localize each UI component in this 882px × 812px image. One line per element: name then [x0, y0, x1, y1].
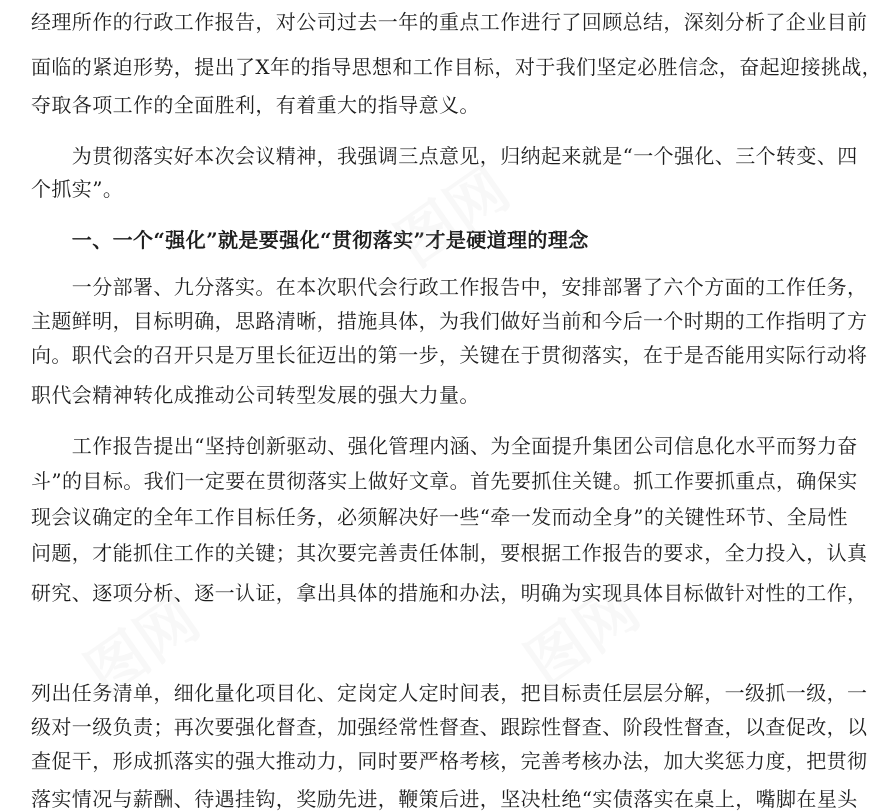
paragraph-line: 落实情况与薪酬、待遇挂钩，奖励先进，鞭策后进，坚决杜绝“实债落实在桌上，嘴脚在星头	[31, 787, 858, 811]
paragraph-line: 个抓实”。	[31, 177, 124, 201]
paragraph-line: 斗”的目标。我们一定要在贯彻落实上做好文章。首先要抓住关键。抓工作要抓重点，确保实	[31, 469, 858, 493]
watermark-logo: 图网	[513, 574, 653, 701]
paragraph-line: 现会议确定的全年工作目标任务，必须解决好一些“牵一发而动全身”的关键性环节、全局性	[31, 505, 848, 529]
paragraph-line: 主题鲜明，目标明确，思路清晰，措施具体，为我们做好当前和今后一个时期的工作指明了方	[31, 309, 868, 333]
paragraph-line: 问题，才能抓住工作的关键；其次要完善责任体制，要根据工作报告的要求，全力投入，认真	[31, 541, 868, 565]
paragraph-line: 工作报告提出“坚持创新驱动、强化管理内涵、为全面提升集团公司信息化水平而努力奋	[31, 434, 858, 458]
watermark-logo: 图网	[383, 154, 523, 281]
paragraph-line: 夺取各项工作的全面胜利，有着重大的指导意义。	[31, 93, 480, 117]
watermark-logo: 图网	[73, 584, 213, 711]
section-heading: 一、一个“强化”就是要强化“贯彻落实”才是硬道理的理念	[31, 228, 589, 252]
paragraph-line: 级对一级负责；再次要强化督查，加强经常性督查、跟踪性督查、阶段性督查，以查促改，以	[31, 715, 868, 739]
paragraph-line: 向。职代会的召开只是万里长征迈出的第一步，关键在于贯彻落实，在于是否能用实际行动将	[31, 343, 868, 367]
paragraph-line: 列出任务清单，细化量化项目化、定岗定人定时间表，把目标责任层层分解，一级抓一级，一	[31, 681, 868, 705]
paragraph-line: 为贯彻落实好本次会议精神，我强调三点意见，归纳起来就是“一个强化、三个转变、四	[31, 144, 858, 168]
paragraph-line: 查促干，形成抓落实的强大推动力，同时要严格考核，完善考核办法，加大奖惩力度，把贯彻	[31, 749, 868, 773]
paragraph-line: 研究、逐项分析、逐一认证，拿出具体的措施和办法，明确为实现具体目标做针对性的工作，	[31, 581, 868, 605]
paragraph-line: 面临的紧迫形势，提出了X年的指导思想和工作目标，对于我们坚定必胜信念，奋起迎接挑战，	[31, 55, 882, 79]
paragraph-line: 职代会精神转化成推动公司转型发展的强大力量。	[31, 383, 480, 407]
paragraph-line: 经理所作的行政工作报告，对公司过去一年的重点工作进行了回顾总结，深刻分析了企业目前	[31, 10, 868, 34]
paragraph-line: 一分部署、九分落实。在本次职代会行政工作报告中，安排部署了六个方面的工作任务，	[31, 275, 868, 299]
